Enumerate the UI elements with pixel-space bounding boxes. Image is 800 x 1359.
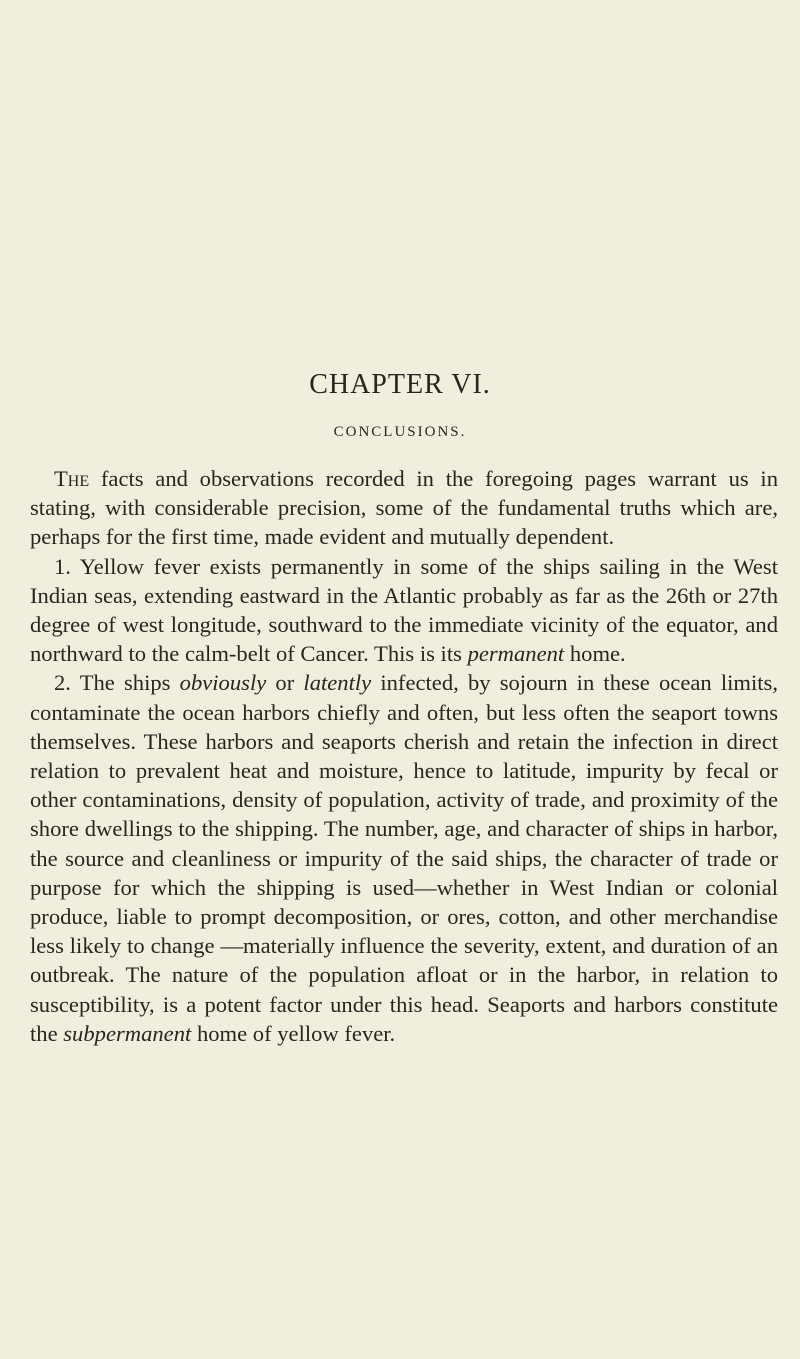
lead-word: The [54,466,90,491]
body-text [30,464,778,1048]
paragraph-1-text-b: home. [564,641,626,667]
paragraph-1-text-a: 1. Yellow fever exists permanently in some of the ships sailing in the West Indian seas, extending eastward in the Atlantic probably as far as the 26th or 27th degree of west longitude, southward to the immediate vicinity of the equator, and northward to the calm-belt of Cancer. This is its [30,553,778,667]
paragraph-2 [30,668,778,1048]
intro-paragraph [30,464,778,552]
paragraph-2-text-a: 2. The ships [54,670,180,696]
emphasis-latently: latently [303,670,372,696]
emphasis-obviously: obviously [179,670,267,696]
paragraph-2-text-b: or [266,670,304,696]
intro-text: facts and observations recorded in the foregoing pages warrant us in stating, with considerable precision, some of the fundamental truths which are, perhaps for the first time, made evident and mutually dependent. [30,466,778,550]
paragraph-1 [30,552,778,669]
paragraph-2-text-c: infected, by sojourn in these ocean limits, contaminate the ocean harbors chiefly and often, but less often the seaport towns themselves. These harbors and seaports cherish and retain the infection in direct relation to prevalent heat and moisture, hence to latitude, impurity by fecal or other contaminations, density of population, activity of trade, and proximity of the shore dwellings to the shipping. The number, age, and character of ships in harbor, the source and cleanliness or impurity of the said ships, the character of trade or purpose for which the shipping is used—whether in West Indian or colonial produce, liable to prompt decomposition, or ores, cotton, and other merchandise less likely to change —materially influence the severity, extent, and duration of an outbreak. The nature of the population afloat or in the harbor, in relation to susceptibility, is a potent factor under this head. Seaports and harbors constitute the [30,670,778,1046]
section-heading: CONCLUSIONS. [333,424,467,440]
emphasis-subpermanent: subpermanent [63,1020,192,1046]
emphasis-permanent: permanent [467,641,565,667]
paragraph-2-text-d: home of yellow fever. [191,1020,396,1046]
chapter-heading: CHAPTER VI. [309,369,491,400]
